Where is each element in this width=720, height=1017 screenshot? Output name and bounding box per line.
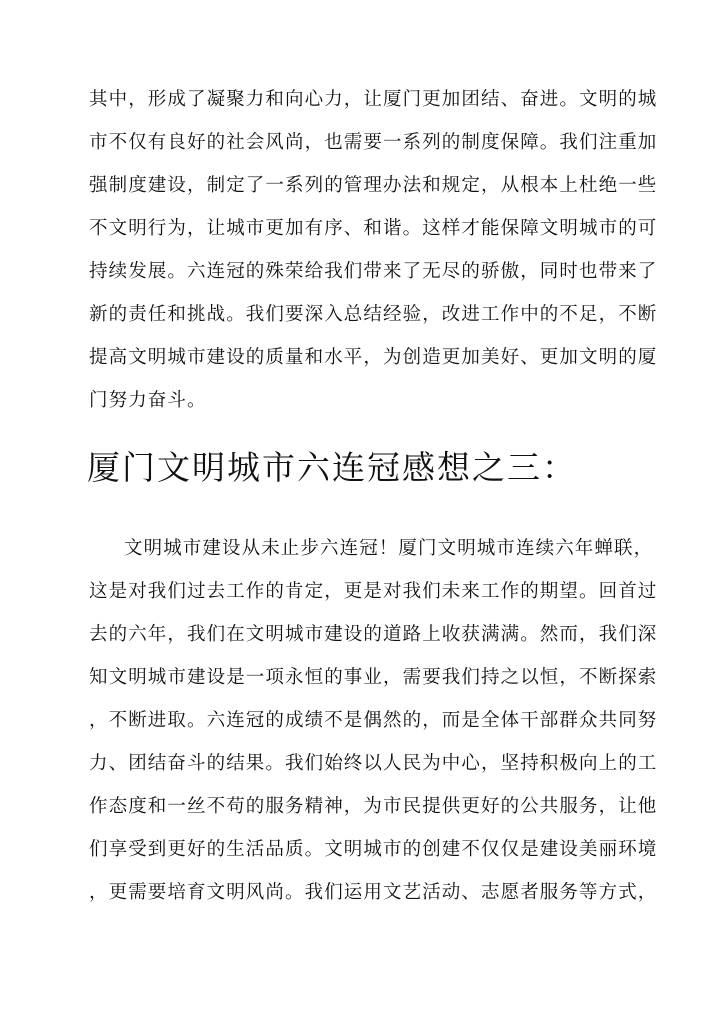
- paragraph-line: 市不仅有良好的社会风尚，也需要一系列的制度保障。我们注重加: [89, 132, 658, 153]
- paragraph-line: 去的六年，我们在文明城市建设的道路上收获满满。然而，我们深: [89, 624, 658, 645]
- paragraph-line: 新的责任和挑战。我们要深入总结经验，改进工作中的不足，不断: [89, 304, 658, 325]
- section-heading: 厦门文明城市六连冠感想之三：: [87, 448, 577, 487]
- paragraph-line: ，更需要培育文明风尚。我们运用文艺活动、志愿者服务等方式，: [89, 882, 658, 903]
- paragraph-line: 提高文明城市建设的质量和水平，为创造更加美好、更加文明的厦: [89, 347, 658, 368]
- paragraph-line: 作态度和一丝不苟的服务精神，为市民提供更好的公共服务，让他: [89, 796, 658, 817]
- paragraph-line: 这是对我们过去工作的肯定，更是对我们未来工作的期望。回首过: [89, 581, 658, 602]
- paragraph-line: ，不断进取。六连冠的成绩不是偶然的，而是全体干部群众共同努: [89, 710, 658, 731]
- paragraph-line: 知文明城市建设是一项永恒的事业，需要我们持之以恒，不断探索: [89, 667, 658, 688]
- paragraph-line: 强制度建设，制定了一系列的管理办法和规定，从根本上杜绝一些: [89, 175, 658, 196]
- paragraph-line: 持续发展。六连冠的殊荣给我们带来了无尽的骄傲，同时也带来了: [89, 261, 658, 282]
- paragraph-line: 文明城市建设从未止步六连冠！厦门文明城市连续六年蝉联，: [124, 538, 654, 559]
- paragraph-line: 门努力奋斗。: [89, 390, 207, 411]
- paragraph-line: 力、团结奋斗的结果。我们始终以人民为中心，坚持积极向上的工: [89, 753, 658, 774]
- paragraph-line: 其中，形成了凝聚力和向心力，让厦门更加团结、奋进。文明的城: [89, 89, 658, 110]
- paragraph-line: 们享受到更好的生活品质。文明城市的创建不仅仅是建设美丽环境: [89, 839, 658, 860]
- paragraph-line: 不文明行为，让城市更加有序、和谐。这样才能保障文明城市的可: [89, 218, 658, 239]
